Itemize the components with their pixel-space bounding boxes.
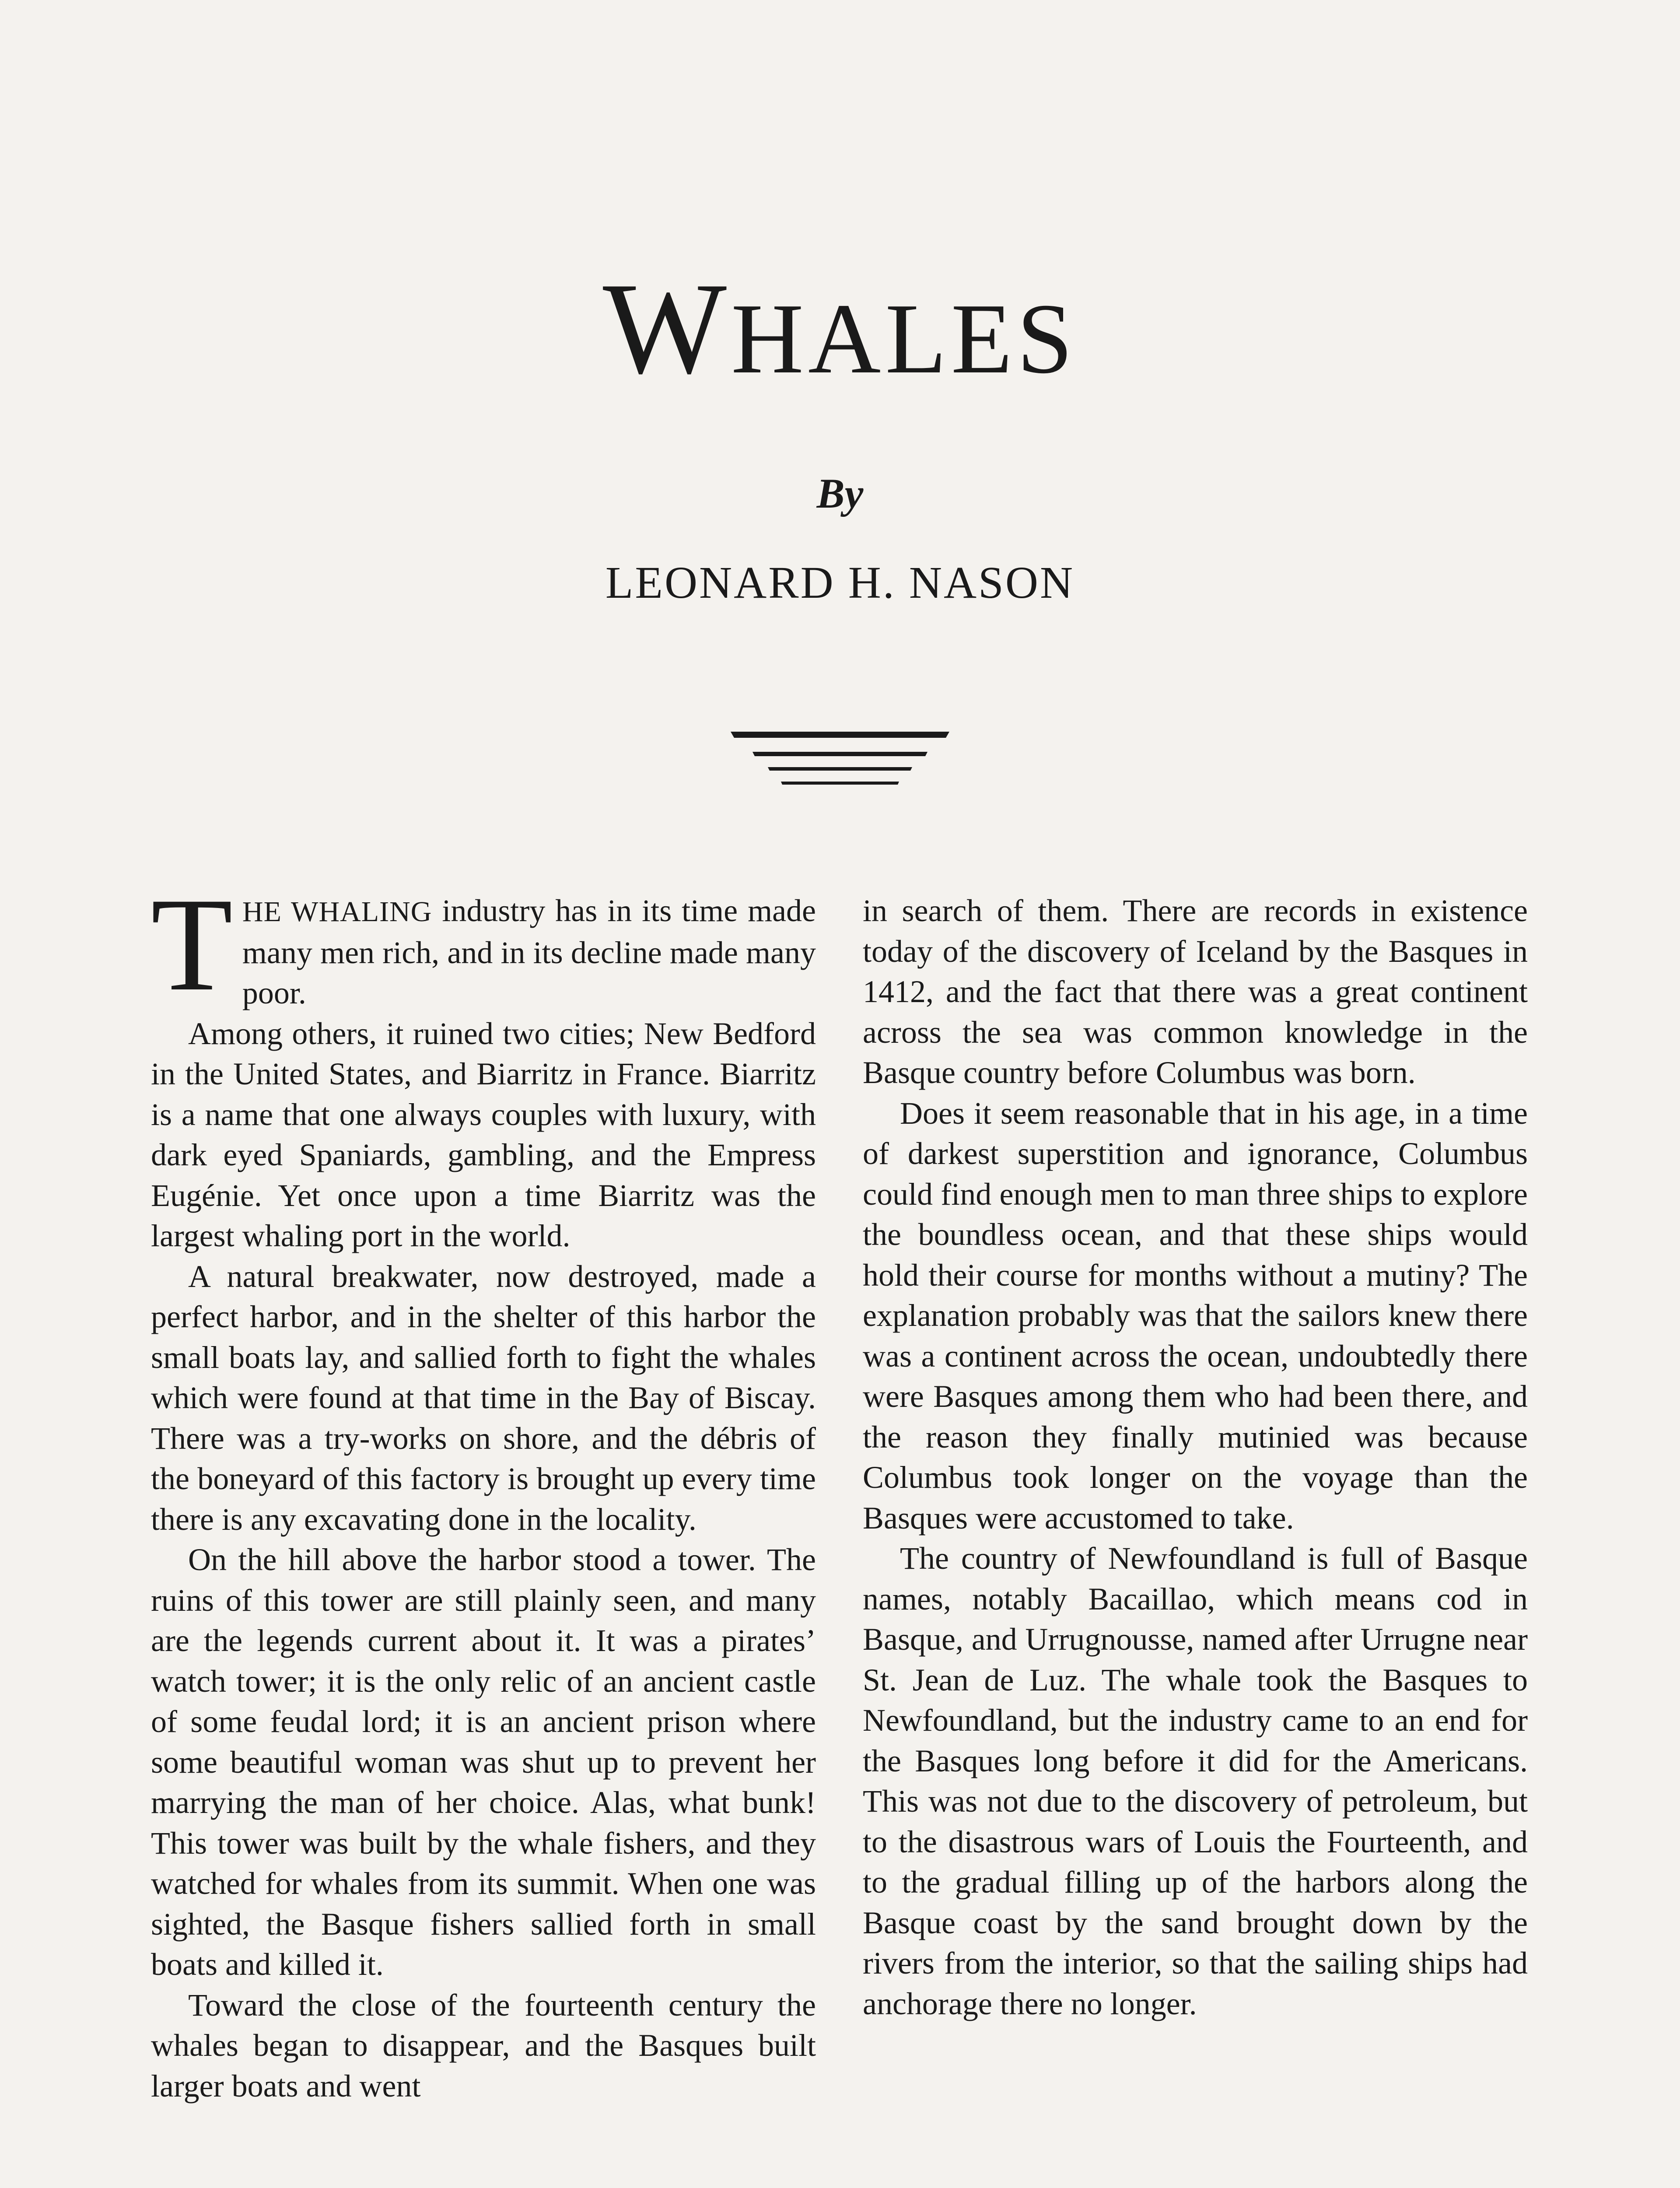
author-name: LEONARD H. NASON [605,558,1075,608]
text-column-right [863,891,1528,2024]
ornament-rule-1 [731,732,949,738]
article-title [0,256,1680,401]
paragraph-5: Toward the close of the fourteenth century the whales began to disappear, and the Basques built larger boats and went [151,1987,816,2104]
ornament-rule-3 [768,767,912,771]
lead-in-caps: HE WHALING [242,896,432,928]
title-initial: W [602,256,732,401]
paragraph-7: The country of Newfoundland is full of Basque names, notably Bacaillao, which means cod in Basque, and Urrugnousse, named after Urrugne near St. Jean de Luz. The whale took the Basques to Newfoundland, but the industry came to an end for the Basques long before it did for the Americans. This was not due to the discovery of petroleum, but to the disastrous wars of Louis the Fourteenth, and to the gradual filling up of the harbors along the Basque coast by the sand brought down by the rivers from the interior, so that the sailing ships had anchorage there no longer. [863,1541,1528,2021]
paragraph-6: Does it seem reasonable that in his age, in a time of darkest superstition and ignorance, Columbus could find enough men to man three ships to explore the boundless ocean, and that these ships would hold their course for months without a mutiny? The explanation probably was that the sailors knew there was a continent across the ocean, undoubtedly there were Basques among them who had been there, and the reason they finally mutinied was because Columbus took longer on the voyage than the Basques were accustomed to take. [863,1095,1528,1536]
paragraph-1-text: industry has in its time made many men rich, and in its decline made many poor. [242,893,816,1010]
byline: By [816,470,864,517]
title-rule-ornament [731,722,949,792]
ornament-rule-2 [752,752,928,756]
ornament-rule-4 [781,782,899,785]
paragraph-1 [151,870,816,1019]
drop-cap: T [151,870,233,1019]
text-column-left [151,870,816,2106]
title-rest: HALES [731,283,1078,394]
paragraph-2: Among others, it ruined two cities; New Bedford in the United States, and Biarritz in France. Biarritz is a name that one always couples with luxury, with dark eyed Spaniards, gambling, and the Empress Eugénie. Yet once upon a time Biarritz was the largest whaling port in the world. [151,1016,816,1253]
paragraph-3: A natural breakwater, now destroyed, made a perfect harbor, and in the shelter of this harbor the small boats lay, and sallied forth to fight the whales which were found at that time in the Bay of Biscay. There was a try-works on shore, and the débris of the boneyard of this factory is brought up every time there is any excavating done in the locality. [151,1259,816,1537]
paragraph-4: On the hill above the harbor stood a tower. The ruins of this tower are still plainly seen, and many are the legends current about it. It was a pirates’ watch tower; it is the only relic of an ancient castle of some feudal lord; it is an ancient prison where some beautiful woman was shut up to prevent her marrying the man of her choice. Alas, what bunk! This tower was built by the whale fishers, and they watched for whales from its summit. When one was sighted, the Basque fishers sallied forth in small boats and killed it. [151,1542,816,1982]
paragraph-5-continued: in search of them. There are records in existence today of the discovery of Iceland by the Basques in 1412, and the fact that there was a great continent across the sea was common knowledge in the Basque country before Columbus was born. [863,893,1528,1090]
